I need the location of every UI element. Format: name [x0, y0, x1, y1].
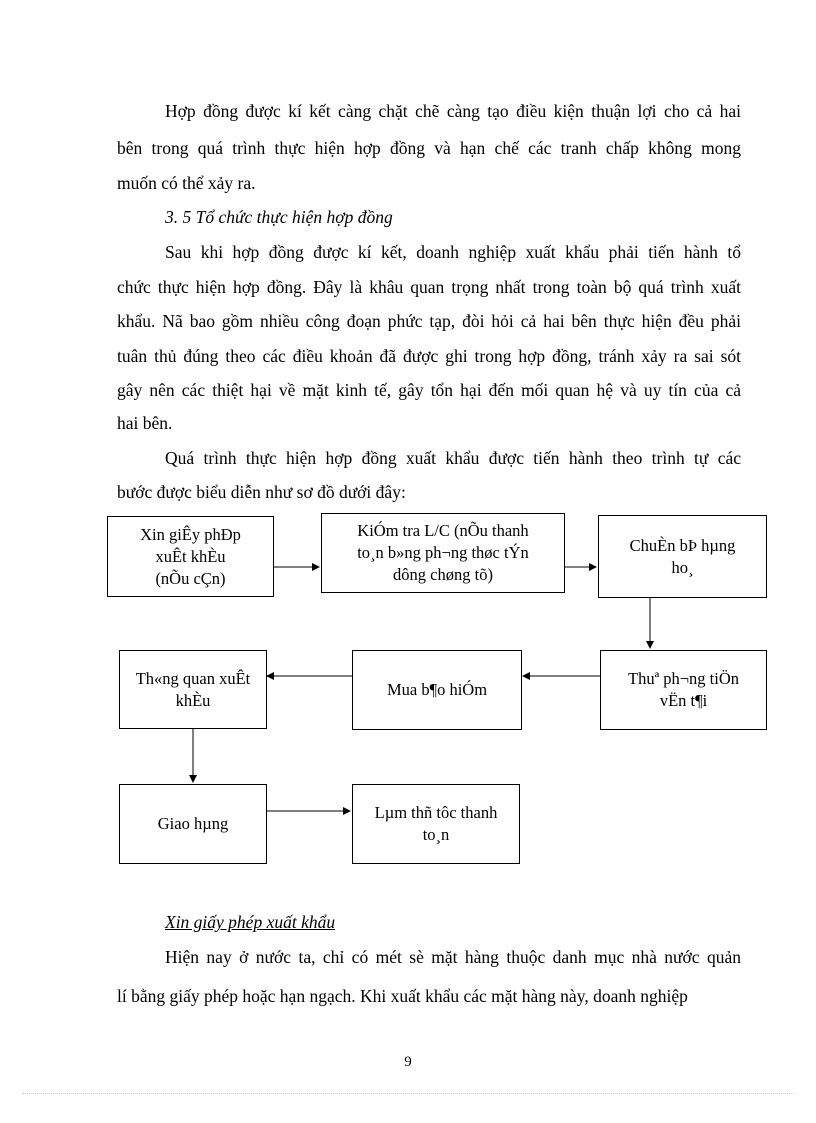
flow-step-check-lc: KiÓm tra L/C (nÕu thanh to¸n b»ng ph¬ng thøc tÝn dông chøng tõ) [321, 513, 565, 593]
paragraph-line: chức thực hiện hợp đồng. Đây là khâu quan trọng nhất trong toàn bộ quá trình xuất [117, 277, 741, 297]
subsection-heading: Xin giấy phép xuất khẩu [165, 912, 336, 932]
paragraph-line: Quá trình thực hiện hợp đồng xuất khẩu được tiến hành theo trình tự các [165, 448, 741, 468]
paragraph-line: muốn có thể xảy ra. [117, 173, 256, 193]
paragraph-line: tuân thủ đúng theo các điều khoản đã được ghi trong hợp đồng, tránh xảy ra sai sót [117, 346, 741, 366]
paragraph-line: Hiện nay ở nước ta, chỉ có mét sè mặt hàng thuộc danh mục nhà nước quản [165, 947, 741, 967]
paragraph-line: hai bên. [117, 413, 173, 433]
paragraph-line: Sau khi hợp đồng được kí kết, doanh nghiệp xuất khẩu phải tiến hành tổ [165, 242, 741, 262]
flow-step-buy-insurance: Mua b¶o hiÓm [352, 650, 522, 730]
paragraph-line: bên trong quá trình thực hiện hợp đồng và hạn chế các tranh chấp không mong [117, 138, 741, 158]
section-heading: 3. 5 Tổ chức thực hiện hợp đồng [165, 207, 393, 227]
page-bottom-divider [22, 1093, 794, 1094]
flow-step-payment-procedure: Lµm thñ tôc thanh to¸n [352, 784, 520, 864]
flow-step-prepare-goods: ChuÈn bÞ hµng ho¸ [598, 515, 767, 598]
flow-step-hire-transport: Thuª ph¬ng tiÖn vËn t¶i [600, 650, 767, 730]
paragraph-line: Hợp đồng được kí kết càng chặt chẽ càng tạo điều kiện thuận lợi cho cả hai [165, 101, 741, 121]
flow-step-deliver-goods: Giao hµng [119, 784, 267, 864]
flow-step-apply-export-license: Xin giÊy phÐp xuÊt khÈu (nÕu cÇn) [107, 516, 274, 597]
paragraph-line: gây nên các thiệt hại về mặt kinh tế, gây tổn hại đến mối quan hệ và uy tín của cả [117, 380, 741, 400]
paragraph-line: lí bằng giấy phép hoặc hạn ngạch. Khi xuất khẩu các mặt hàng này, doanh nghiệp [117, 986, 688, 1006]
paragraph-line: khẩu. Nã bao gồm nhiều công đoạn phức tạp, đòi hỏi cả hai bên thực hiện đều phải [117, 311, 741, 331]
page-number: 9 [404, 1054, 412, 1070]
flow-step-customs-clearance: Th«ng quan xuÊt khÈu [119, 650, 267, 729]
paragraph-line: bước được biểu diễn như sơ đồ dưới đây: [117, 482, 406, 502]
